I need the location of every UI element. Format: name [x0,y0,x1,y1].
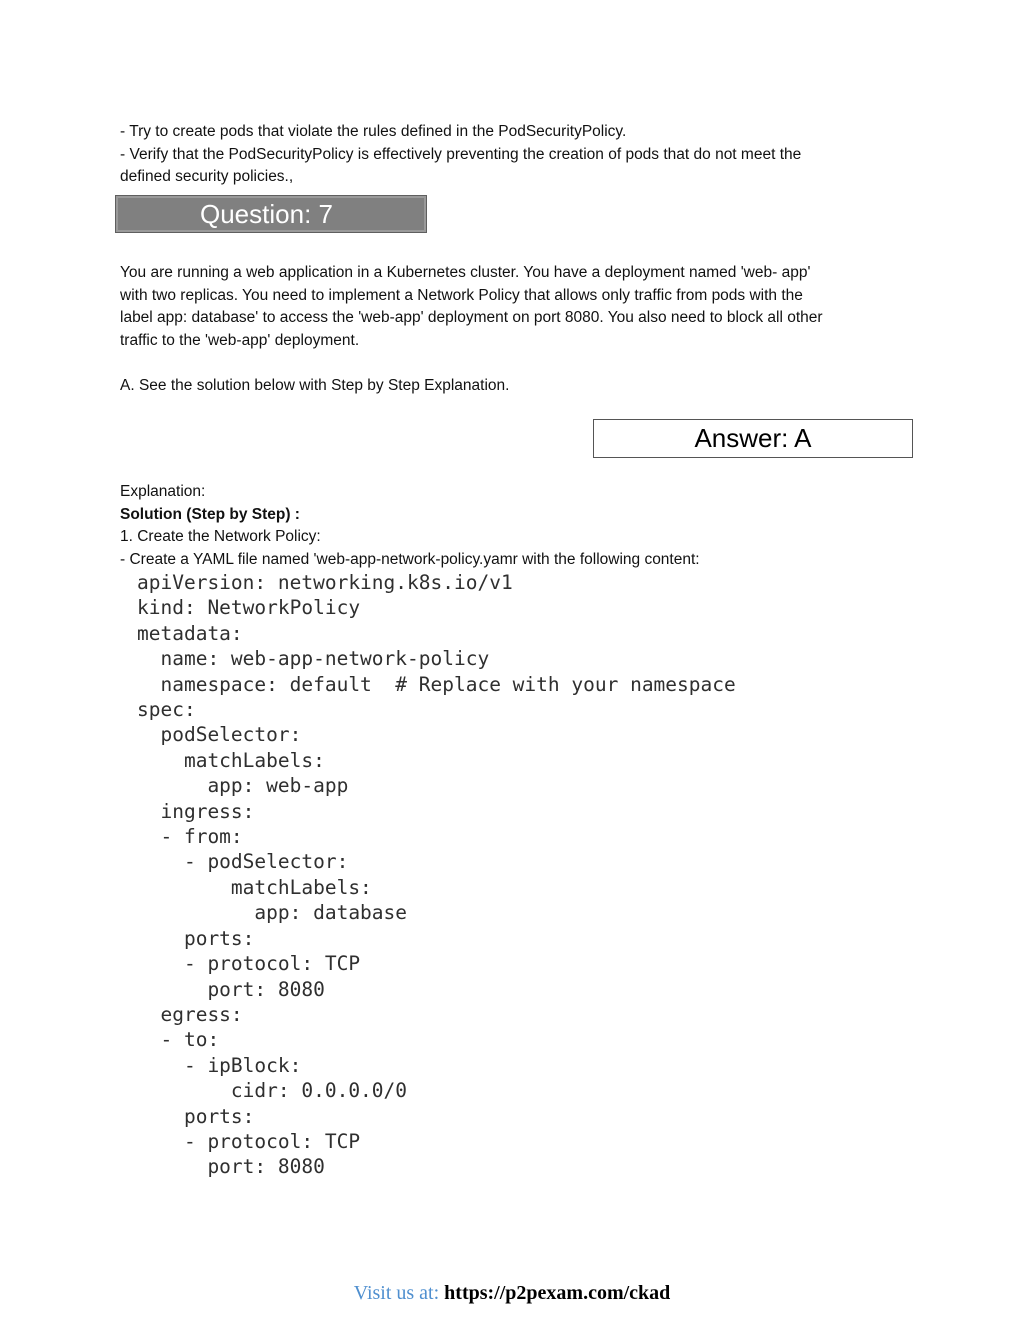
explanation-heading: Explanation: [120,483,206,500]
answer-label: Answer: A [694,423,812,453]
explanation-section [120,481,700,571]
question-line: You are running a web application in a Kubernetes cluster. You have a deployment named 'web- app' [120,264,811,281]
footer [0,1281,1024,1305]
yaml-code-block: apiVersion: networking.k8s.io/v1 kind: NetworkPolicy metadata: name: web-app-network-policy namespace: default # Replace with your namespace spec: podSelector: matchLabels: app: web-app ingress: - from: - podSelector: matchLabels: app: database ports: - protocol: TCP port: 8080 egress: - to: - ipBlock: cidr: 0.0.0.0/0 ports: - protocol: TCP port: 8080 [137,571,736,1179]
step-1-detail: - Create a YAML file named 'web-app-network-policy.yamr with the following content: [120,550,700,568]
footer-url-link[interactable]: https://p2pexam.com/ckad [444,1282,671,1304]
answer-option: A. See the solution below with Step by Step Explanation. [120,377,510,394]
footer-visit-label: Visit us at: [353,1282,440,1304]
solution-title: Solution (Step by Step) : [120,505,300,523]
intro-line: defined security policies., [120,168,294,185]
answer-box [593,419,913,458]
question-label: Question: 7 [200,199,333,229]
question-body [120,262,823,352]
step-1: 1. Create the Network Policy: [120,528,321,545]
intro-text [120,121,801,189]
question-line: label app: database' to access the 'web-app' deployment on port 8080. You also need to block all other [120,309,823,326]
intro-line: - Try to create pods that violate the rules defined in the PodSecurityPolicy. [120,123,627,140]
question-line: traffic to the 'web-app' deployment. [120,331,360,349]
question-banner [115,195,427,233]
intro-line: - Verify that the PodSecurityPolicy is effectively preventing the creation of pods that do not meet the [120,145,802,163]
question-line: with two replicas. You need to implement a Network Policy that allows only traffic from pods with the [120,286,803,304]
